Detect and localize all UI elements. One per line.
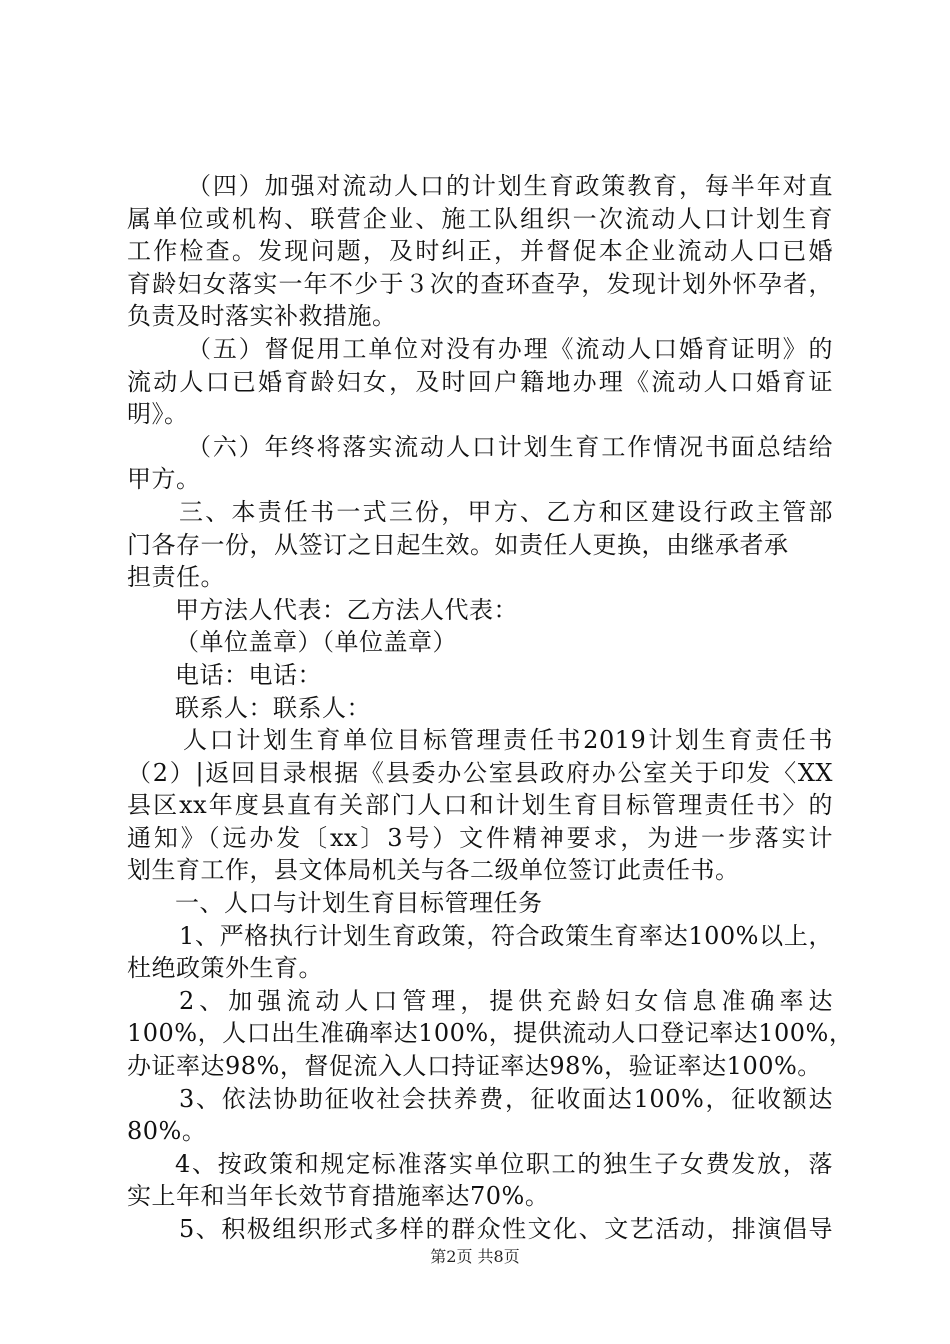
- text-line: 4、按政策和规定标准落实单位职工的独生子女费发放，落: [175, 1149, 833, 1178]
- text-line: 负责及时落实补救措施。: [127, 302, 397, 331]
- text-line: （四）加强对流动人口的计划生育政策教育，每半年对直: [187, 172, 833, 200]
- document-body: [127, 170, 854, 1246]
- text-line: 工作检查。发现问题，及时纠正，并督促本企业流动人口已婚: [127, 237, 833, 266]
- text-line: 育龄妇女落实一年不少于３次的查环查孕，发现计划外怀孕者，: [127, 269, 833, 298]
- text-line: 甲方法人代表：乙方法人代表：: [175, 595, 518, 624]
- text-line: 3、依法协助征收社会扶养费，征收面达100%，征收额达: [179, 1084, 833, 1113]
- text-line: 电话：电话：: [175, 660, 322, 689]
- text-line: 实上年和当年长效节育措施率达70%。: [127, 1182, 550, 1211]
- text-line: 办证率达98%，督促流入人口持证率达98%，验证率达100%。: [127, 1052, 822, 1081]
- text-line: 人口计划生育单位目标管理责任书2019计划生育责任书: [183, 726, 833, 755]
- text-line: 明》。: [127, 400, 189, 429]
- text-line: 担责任。: [127, 563, 225, 592]
- text-line: 100%，人口出生准确率达100%，提供流动人口登记率达100%，: [127, 1019, 854, 1048]
- text-line: 2、加强流动人口管理，提供充龄妇女信息准确率达: [179, 986, 833, 1015]
- text-line: 县区xx年度县直有关部门人口和计划生育目标管理责任书〉的: [127, 791, 833, 820]
- text-line: 一、人口与计划生育目标管理任务: [175, 889, 543, 918]
- text-line: 门各存一份，从签订之日起生效。如责任人更换，由继承者承: [127, 530, 789, 559]
- text-line: 划生育工作，县文体局机关与各二级单位签订此责任书。: [127, 856, 740, 885]
- text-line: 1、严格执行计划生育政策，符合政策生育率达100%以上，: [179, 921, 833, 950]
- text-line: 通知》（远办发〔xx〕3号）文件精神要求，为进一步落实计: [127, 823, 833, 852]
- text-line: （2）|返回目录根据《县委办公室县政府办公室关于印发〈XX: [127, 758, 833, 787]
- text-line: 杜绝政策外生育。: [127, 954, 323, 983]
- text-line: （单位盖章）（单位盖章）: [175, 628, 457, 657]
- text-line: 甲方。: [127, 465, 201, 494]
- page-footer: 第2页 共8页: [430, 1247, 520, 1266]
- text-line: 流动人口已婚育龄妇女，及时回户籍地办理《流动人口婚育证: [127, 367, 833, 396]
- text-line: 80%。: [127, 1117, 207, 1146]
- text-line: （五）督促用工单位对没有办理《流动人口婚育证明》的: [187, 334, 833, 363]
- text-line: 联系人：联系人：: [175, 693, 371, 722]
- text-line: 三、本责任书一式三份，甲方、乙方和区建设行政主管部: [179, 497, 833, 526]
- text-line: （六）年终将落实流动人口计划生育工作情况书面总结给: [187, 432, 833, 461]
- text-line: 5、积极组织形式多样的群众性文化、文艺活动，排演倡导: [179, 1215, 833, 1243]
- text-line: 属单位或机构、联营企业、施工队组织一次流动人口计划生育: [127, 204, 833, 233]
